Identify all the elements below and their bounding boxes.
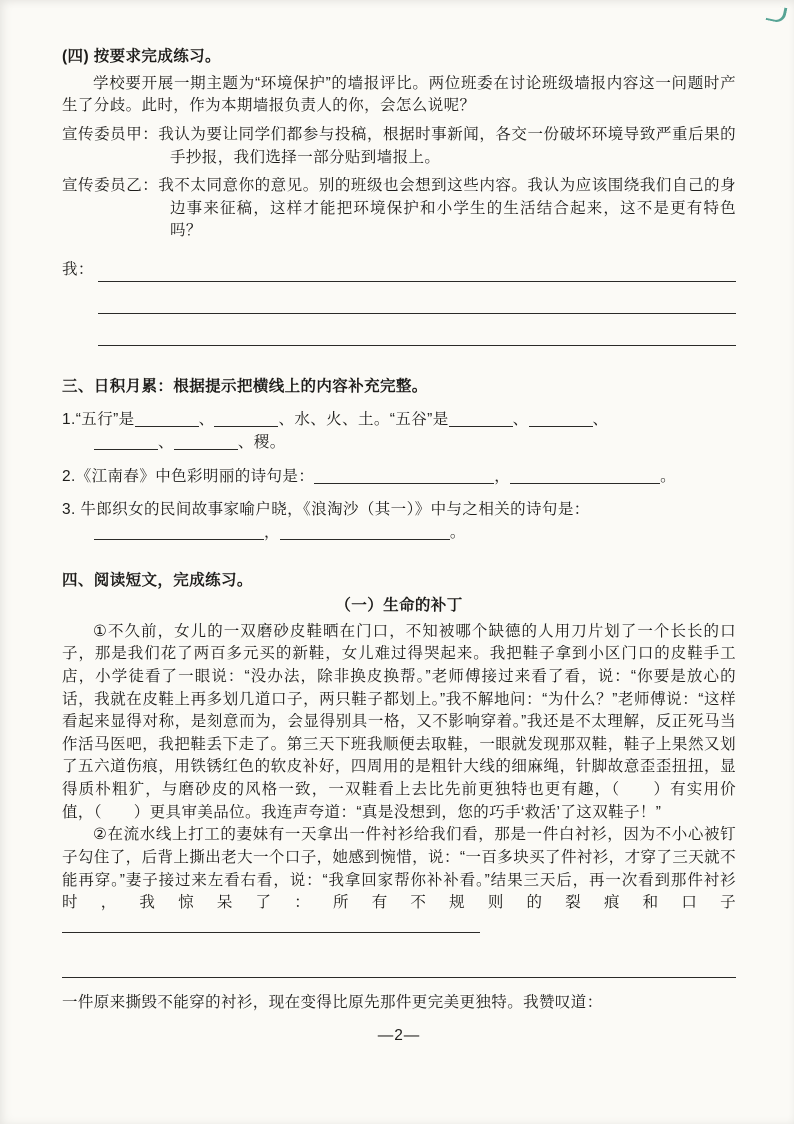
- separator: 、: [158, 433, 174, 451]
- item1-tail: 、稷。: [237, 433, 286, 451]
- paragraph-2-text: ②在流水线上打工的妻妹有一天拿出一件衬衫给我们看，那是一件白衬衫，因为不小心被钉子勾住了，后背上撕出老大一个口子，她感到惋惜，说：“一百多块买了件衬衫，才穿了三天就不能再穿。”妻子接过来左看右看，说：“我拿回家帮你补补看。”结果三天后，再一次看到那件衬衫时，我惊呆了：所有不规则的裂痕和口子: [62, 826, 736, 912]
- section-reading: [62, 570, 736, 937]
- speaker-a-label: 宣传委员甲：: [62, 125, 159, 143]
- page-number: —2—: [377, 1027, 421, 1044]
- separator: 、: [512, 411, 529, 429]
- reading-subtitle: （一）生命的补丁: [335, 597, 463, 614]
- item1-lead: 1.“五行”是: [62, 411, 135, 429]
- separator: 。: [660, 467, 677, 485]
- answer-blank[interactable]: [529, 411, 593, 427]
- me-label: 我：: [62, 261, 94, 278]
- answer-blank[interactable]: [94, 524, 264, 540]
- separator: 、: [592, 411, 609, 429]
- reading-paragraph-2: [62, 824, 736, 937]
- item2-lead: 2.《江南春》中色彩明丽的诗句是：: [62, 467, 315, 485]
- answer-line[interactable]: [98, 314, 736, 346]
- answer-blank[interactable]: [280, 524, 450, 540]
- closing-paragraph: 一件原来撕毁不能穿的衬衫，现在变得比原先那件更完美更独特。我赞叹道：: [62, 994, 603, 1012]
- answer-blank[interactable]: [62, 917, 480, 933]
- answer-blank[interactable]: [214, 411, 278, 427]
- separator: ，: [264, 523, 280, 541]
- scan-artifact: [766, 4, 788, 24]
- answer-line[interactable]: [98, 263, 736, 282]
- item3-lead: 3. 牛郎织女的民间故事家喻户晓，《浪淘沙（其一）》中与之相关的诗句是：: [62, 501, 590, 519]
- speaker-b-label: 宣传委员乙：: [62, 177, 159, 195]
- reading-paragraph-1: ①不久前，女儿的一双磨砂皮鞋晒在门口，不知被哪个缺德的人用刀片划了一个长长的口子，那是我们花了两百多元买的新鞋，女儿难过得哭起来。我把鞋子拿到小区门口的皮鞋手工店，小学徒看了一眼说：“没办法，除非换皮换帮。”老师傅接过来看了看，说：“你要是放心的话，我就在皮鞋上再多划几道口子，两只鞋子都划上。”我不解地问：“为什么？”老师傅说：“这样看起来显得对称，是刻意而为，会显得别具一格，又不影响穿着。”我还是不太理解，反正死马当作活马医吧，我把鞋丢下走了。第三天下班我顺便去取鞋，一眼就发现那双鞋，鞋子上果然又划了五六道伤痕，用铁锈红色的软皮补好，四周用的是粗针大线的细麻绳，针脚故意歪歪扭扭，显得质朴粗犷，与磨砂皮的风格一致，一双鞋看上去比先前更独特也更有趣，（ ）有实用价值，（ ）更具审美品位。我连声夸道：“真是没想到，您的巧手‘救活’了这双鞋子！”: [62, 622, 736, 821]
- answer-line[interactable]: [62, 953, 736, 978]
- accumulation-item-3: [62, 499, 736, 544]
- reading-heading: 四、阅读短文，完成练习。: [62, 572, 253, 590]
- answer-blank[interactable]: [449, 411, 513, 427]
- separator: 。: [449, 523, 466, 541]
- item1-mid: 、水、火、土。“五谷”是: [278, 411, 449, 429]
- answer-blank[interactable]: [135, 411, 199, 427]
- accumulation-item-2: [62, 466, 736, 489]
- answer-blank[interactable]: [174, 434, 238, 450]
- speaker-a-text: 我认为要让同学们都参与投稿，根据时事新闻，各交一份破坏环境导致严重后果的手抄报，我们选择一部分贴到墙报上。: [158, 125, 736, 166]
- answer-blank[interactable]: [94, 434, 158, 450]
- accumulation-item-1: [62, 409, 736, 454]
- separator: 、: [198, 411, 215, 429]
- speaker-b-text: 我不太同意你的意见。别的班级也会想到这些内容。我认为应该围绕我们自己的身边事来征稿，这样才能把环境保护和小学生的生活结合起来，这不是更有特色吗？: [158, 177, 736, 240]
- section-accumulation: [62, 376, 736, 545]
- dialog-speaker-b: [62, 175, 736, 243]
- answer-blank[interactable]: [510, 468, 660, 484]
- separator: ，: [494, 467, 511, 485]
- me-answer-row: [62, 259, 736, 282]
- answer-line[interactable]: [98, 282, 736, 314]
- accumulation-heading: 三、日积月累：根据提示把横线上的内容补充完整。: [62, 377, 428, 395]
- section-practice: [62, 46, 736, 346]
- dialog-speaker-a: [62, 124, 736, 169]
- answer-blank[interactable]: [314, 468, 494, 484]
- practice-intro: 学校要开展一期主题为“环境保护”的墙报评比。两位班委在讨论班级墙报内容这一问题时产生了分歧。此时，作为本期墙报负责人的你，会怎么说呢？: [62, 74, 736, 115]
- practice-heading: (四) 按要求完成练习。: [62, 48, 221, 65]
